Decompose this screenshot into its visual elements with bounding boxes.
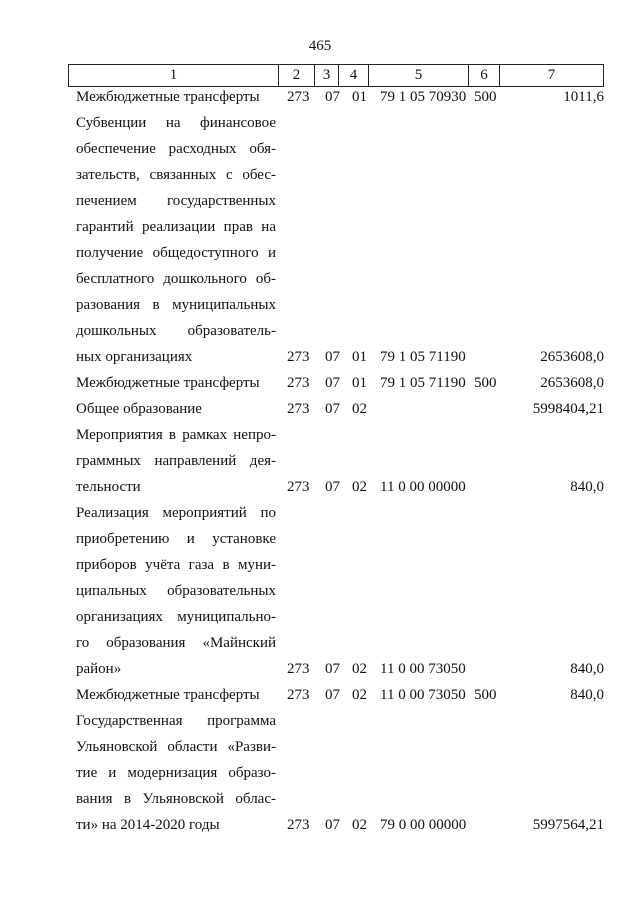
description-line: вания в Ульяновской облас-: [76, 791, 276, 807]
header-col-1: 1: [68, 64, 279, 87]
row-description: [76, 422, 276, 500]
table-row: [0, 500, 640, 682]
description-line: ти» на 2014-2020 годы: [76, 817, 220, 833]
cell-col-4: 02: [352, 401, 367, 417]
cell-col-7: 840,0: [570, 661, 604, 677]
table-row: [0, 708, 640, 838]
cell-col-5: 79 1 05 71190: [380, 349, 466, 365]
cell-col-4: 01: [352, 375, 367, 391]
header-col-6: 6: [469, 64, 500, 87]
cell-col-4: 02: [352, 687, 367, 703]
cell-col-7: 840,0: [570, 479, 604, 495]
cell-col-2: 273: [287, 479, 310, 495]
cell-col-2: 273: [287, 817, 310, 833]
description-line: организациях муниципально-: [76, 609, 276, 625]
cell-col-4: 02: [352, 661, 367, 677]
description-line: Реализация мероприятий по: [76, 505, 276, 521]
cell-col-2: 273: [287, 661, 310, 677]
row-description: [76, 110, 276, 370]
cell-col-6: 500: [474, 687, 497, 703]
header-col-3: 3: [315, 64, 339, 87]
cell-col-5: 11 0 00 73050: [380, 687, 466, 703]
description-line: Межбюджетные трансферты: [76, 89, 260, 105]
cell-col-3: 07: [325, 479, 340, 495]
table-row: [0, 370, 640, 396]
description-line: зательств, связанных с обес-: [76, 167, 276, 183]
cell-col-3: 07: [325, 817, 340, 833]
cell-col-5: 79 1 05 71190: [380, 375, 466, 391]
cell-col-2: 273: [287, 375, 310, 391]
header-col-7: 7: [500, 64, 604, 87]
cell-col-4: 01: [352, 349, 367, 365]
description-line: приборов учёта газа в муни-: [76, 557, 276, 573]
cell-col-4: 02: [352, 479, 367, 495]
cell-col-7: 840,0: [570, 687, 604, 703]
description-line: район»: [76, 661, 122, 677]
cell-col-4: 01: [352, 89, 367, 105]
cell-col-6: 500: [474, 375, 497, 391]
table-row: [0, 84, 640, 110]
table-row: [0, 422, 640, 500]
cell-col-5: 79 0 00 00000: [380, 817, 467, 833]
row-description: [76, 682, 276, 708]
header-col-4: 4: [339, 64, 369, 87]
cell-col-5: 11 0 00 00000: [380, 479, 466, 495]
description-line: Мероприятия в рамках непро-: [76, 427, 276, 443]
cell-col-7: 1011,6: [563, 89, 604, 105]
description-line: граммных направлений дея-: [76, 453, 276, 469]
row-description: [76, 370, 276, 396]
description-line: Общее образование: [76, 401, 202, 417]
description-line: Государственная программа: [76, 713, 276, 729]
description-line: приобретению и установке: [76, 531, 276, 547]
description-line: печением государственных: [76, 193, 276, 209]
cell-col-7: 2653608,0: [540, 349, 604, 365]
cell-col-3: 07: [325, 349, 340, 365]
description-line: ципальных образовательных: [76, 583, 276, 599]
cell-col-3: 07: [325, 375, 340, 391]
cell-col-2: 273: [287, 89, 310, 105]
description-line: разования в муниципальных: [76, 297, 276, 313]
cell-col-2: 273: [287, 687, 310, 703]
header-col-5: 5: [369, 64, 469, 87]
description-line: Межбюджетные трансферты: [76, 687, 260, 703]
description-line: дошкольных образователь-: [76, 323, 276, 339]
description-line: тельности: [76, 479, 141, 495]
cell-col-3: 07: [325, 89, 340, 105]
description-line: Субвенции на финансовое: [76, 115, 276, 131]
cell-col-7: 2653608,0: [540, 375, 604, 391]
description-line: получение общедоступного и: [76, 245, 276, 261]
page-number: 465: [308, 38, 332, 54]
table-row: [0, 682, 640, 708]
description-line: гарантий реализации прав на: [76, 219, 276, 235]
cell-col-3: 07: [325, 661, 340, 677]
cell-col-4: 02: [352, 817, 367, 833]
row-description: [76, 396, 276, 422]
table-row: [0, 110, 640, 370]
header-col-2: 2: [279, 64, 315, 87]
description-line: бесплатного дошкольного об-: [76, 271, 276, 287]
row-description: [76, 500, 276, 682]
description-line: тие и модернизация образо-: [76, 765, 276, 781]
description-line: Межбюджетные трансферты: [76, 375, 260, 391]
cell-col-7: 5997564,21: [532, 817, 604, 833]
row-description: [76, 708, 276, 838]
cell-col-6: 500: [474, 89, 497, 105]
description-line: го образования «Майнский: [76, 635, 276, 651]
cell-col-2: 273: [287, 401, 310, 417]
cell-col-3: 07: [325, 687, 340, 703]
row-description: [76, 84, 276, 110]
description-line: ных организациях: [76, 349, 193, 365]
table-row: [0, 396, 640, 422]
cell-col-5: 79 1 05 70930: [380, 89, 467, 105]
description-line: обеспечение расходных обя-: [76, 141, 276, 157]
cell-col-2: 273: [287, 349, 310, 365]
cell-col-3: 07: [325, 401, 340, 417]
cell-col-7: 5998404,21: [532, 401, 604, 417]
description-line: Ульяновской области «Разви-: [76, 739, 276, 755]
cell-col-5: 11 0 00 73050: [380, 661, 466, 677]
